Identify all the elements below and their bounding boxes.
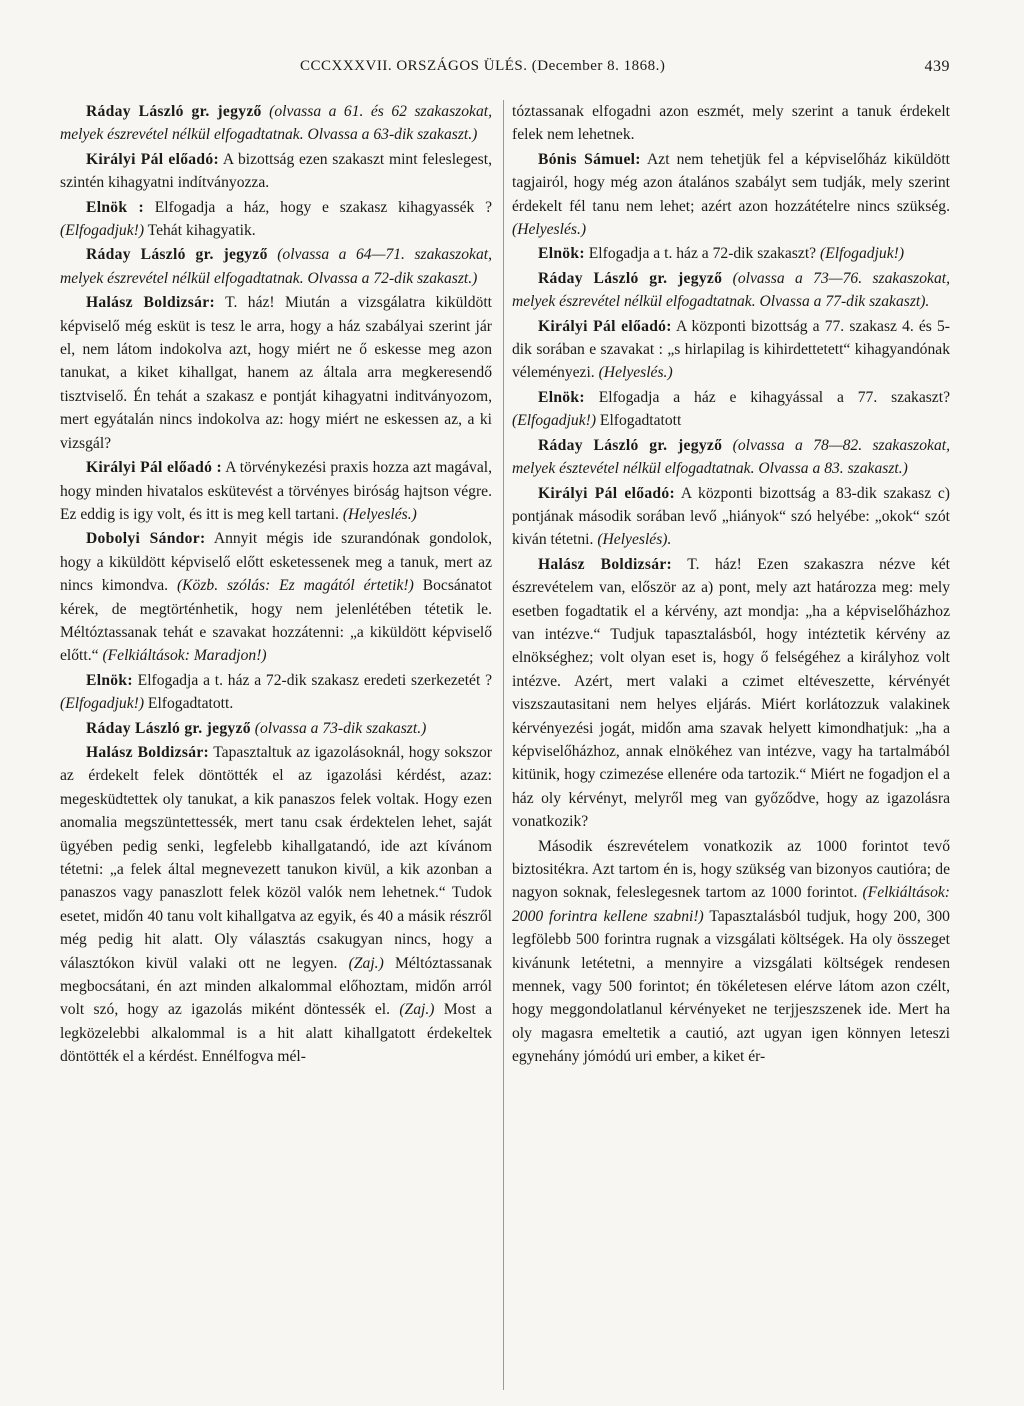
paragraph: [60, 669, 492, 716]
stage-direction: (Elfogadjuk!): [60, 222, 145, 240]
stage-direction: (Helyeslés.): [512, 221, 587, 239]
paragraph: [512, 386, 950, 433]
paragraph: [60, 527, 492, 667]
page-number: 439: [924, 58, 950, 75]
stage-direction: (Helyeslés.): [598, 364, 673, 382]
paragraph-text: A központi bizottság a 83-dik szakasz c) pontjának második sorában levő „hiányok“ szó helyébe: „okok“ szót kiván tétetni.: [512, 484, 950, 549]
speaker-name: Bónis Sámuel:: [538, 150, 641, 168]
right-column: [512, 100, 950, 1070]
stage-direction: (olvassa a 61. és 62 szakaszokat, melyek észrevétel nélkül elfogadtatnak. Olvassa a 63-dik szakaszt.): [60, 103, 492, 144]
running-header: [60, 58, 950, 88]
paragraph: [60, 243, 492, 290]
stage-direction: (olvassa a 73-dik szakaszt.): [254, 719, 427, 737]
paragraph-text: Elfogadja a ház e kihagyással a 77. szakaszt?: [598, 388, 950, 406]
paragraph-text: Most a legközelebbi alkalommal is a hit alatt kihallgatott érdekeltek döntötték el a kérdést. Ennélfogva mél-: [60, 1001, 492, 1066]
paragraph-text: Elfogadja a t. ház a 72-dik szakaszt?: [588, 245, 817, 263]
paragraph: [512, 434, 950, 481]
paragraph: [512, 553, 950, 834]
paragraph-text: Tapasztaltuk az igazolásoknál, hogy sokszor az érdekelt felek döntötték el az igazolási kérdést, azaz: megesküdtettek oly tanukat, a kik panaszos felek voltak. Hogy ezen anomalia megszüntettessék, mert tanu csak érdektelen lehet, saját ügyében pedig senki, legfelebb kihallgatandó, ide azt kívánom tétetni: „a felek által megnevezett tanukon kivül, a kik azonban a panaszos vagy panaszlott felek közöl valók nem lehetnek.“ Tudok esetet, midőn 40 tanu volt kihallgatva az egyik, és 40 a másik részről még pedig hit alatt. Oly választás csakugyan nincs, hogy a választókon kivül valaki ott ne legyen.: [60, 743, 492, 972]
paragraph: [60, 100, 492, 147]
speaker-name: Királyi Pál előadó:: [538, 317, 672, 335]
speaker-name: Elnök:: [538, 388, 585, 406]
stage-direction: (Elfogadjuk!): [512, 412, 597, 430]
stage-direction: (Felkiáltások: 2000 forintra kellene szabni!): [512, 884, 950, 925]
speaker-name: Királyi Pál előadó:: [538, 484, 675, 502]
paragraph: [60, 741, 492, 1069]
stage-direction: (Zaj.): [399, 1001, 435, 1019]
paragraph: [512, 242, 950, 265]
speaker-name: Királyi Pál előadó:: [86, 150, 219, 168]
paragraph: [512, 267, 950, 314]
stage-direction: (olvassa a 73—76. szakaszokat, melyek észrevétel nélkül elfogadtatnak. Olvassa a 77-dik szakaszt).: [512, 269, 950, 311]
stage-direction: (Felkiáltások: Maradjon!): [102, 647, 267, 665]
paragraph-text: Tapasztalásból tudjuk, hogy 200, 300 legfölebb 500 forintra rugnak a vizsgálati költségek. Ha oly összeget kivánunk letétetni, a mennyire a vizsgálati költségek rendesen mennek, vagy 500 forintot; én tökéletesen elérve látom azon czélt, hogy meggondolatlanul kérvényeket ne terjjeszszenek ide. Mert ha oly magasra emeltetik a cautió, azt ugyan igen könnyen leteszi egynehány jómódú uri ember, a kiket ér-: [512, 907, 950, 1066]
speaker-name: Elnök :: [86, 198, 144, 216]
paragraph-text: Tehát kihagyatik.: [147, 222, 256, 240]
speaker-name: Halász Boldizsár:: [86, 294, 215, 312]
paragraph-text: Elfogadja a t. ház a 72-dik szakasz eredeti szerkezetét ?: [137, 671, 492, 689]
paragraph-text: Elfogadtatott.: [147, 695, 234, 713]
speaker-name: Halász Boldizsár:: [86, 743, 210, 761]
paragraph-text: tóztassanak elfogadni azon eszmét, mely szerint a tanuk érdekelt felek nem lehetnek.: [512, 103, 950, 144]
paragraph: [60, 717, 492, 740]
paragraph-text: A bizottság ezen szakaszt mint feleslegest, szintén kihagyatni indítványozza.: [60, 150, 492, 192]
paragraph-text: Bocsánatot kérek, de megtörténhetik, hogy nem jelenlétében tétetik le. Méltóztassanak tehát e szavakat hozzátenni: „a kiküldött képviselő előtt.“: [60, 577, 492, 665]
speaker-name: Ráday László gr. jegyző: [86, 103, 262, 120]
stage-direction: (Elfogadjuk!): [60, 695, 145, 713]
speaker-name: Ráday László gr. jegyző: [86, 719, 251, 737]
stage-direction: (olvassa a 64—71. szakaszokat, melyek észrevétel nélkül elfogadtatnak. Olvassa a 72-dik szakaszt.): [60, 246, 492, 287]
paragraph-text: Annyit mégis ide szurandónak gondolok, hogy a kiküldött képviselő előtt esketessenek meg a tanuk, mert az nincs kimondva.: [60, 530, 492, 595]
paragraph-text: A központi bizottság a 77. szakasz 4. és 5-dik sorában e szavakat : „s hirlapilag is kihirdettetett“ kihagyandónak véleményezi.: [512, 317, 950, 382]
header-title: CCCXXXVII. ORSZÁGOS ÜLÉS. (December 8. 1868.): [300, 58, 666, 74]
paragraph: [60, 196, 492, 243]
paragraph-text: A törvénykezési praxis hozza azt magával, hogy minden hivatalos eskütevést a törvényes biróság hajtson végre. Ez eddig is igy volt, és itt is meg kell tartani.: [60, 459, 492, 523]
paragraph: [512, 100, 950, 147]
stage-direction: (Közb. szólás: Ez magától értetik!): [176, 577, 414, 595]
stage-direction: (Helyeslés).: [597, 531, 672, 549]
stage-direction: (Elfogadjuk!): [820, 245, 905, 263]
column-divider: [503, 100, 504, 1390]
paragraph: [60, 148, 492, 195]
left-column: [60, 100, 492, 1070]
speaker-name: Ráday László gr. jegyző: [538, 269, 723, 287]
paragraph: [60, 291, 492, 455]
paragraph: [512, 315, 950, 385]
stage-direction: (Helyeslés.): [342, 505, 417, 523]
paragraph: [512, 482, 950, 552]
paragraph-text: Azt nem tehetjük fel a képviselőház kiküldött tagjairól, hogy még azon átalános szabályt sem tudják, mely szerint érdekelt fél tanu nem lehet; azért azon hozzátételre nincs szükség.: [512, 150, 950, 215]
paragraph-text: Elfogadja a ház, hogy e szakasz kihagyassék ?: [154, 198, 492, 216]
paragraph-text: T. ház! Miután a vizsgálatra kiküldött képviselő még esküt is tesz le arra, hogy a ház szabályai szerint jár el, nem látom indokolva azt, hogy miért ne ő eskesse meg azon tanukat, a kiket kihallgat, hanem az általa arra megkeresendő tisztviselő. Én tehát a szakasz e pontját kihagyatni inditványozom, mert egyátalán nincs indokolva az: hogy miért ne eskessen az, a ki vizsgál?: [60, 294, 492, 452]
paragraph-text: T. ház! Ezen szakaszra nézve két észrevételem van, először az a) pont, mely azt határozza meg: mely esetben fogadtatik el a kérvény, azt mondja: „ha a képviselőházhoz van intézve.“ Tudjuk tapasztalásból, hogy intéztetik kérvény az elnökséghez; volt olyan eset is, hogy ő felségéhez a királyhoz volt intézve. Azért, mert valaki a czimet eltéveszette, kérvényét viszszautasitani nem helyes eljárás. Miért korlátozzuk valakinek kérvényezési jogát, midőn ama szavak helyett kimondhatjuk: „ha a képviselőházhoz, annak elnökéhez van intézve, vagy ha tartalmából kitünik, hogy czimezése ellenére oda tartozik.“ Miért ne fogadjon el a ház oly kérvényt, melyről meg van győződve, hogy az igazolásra vonatkozik?: [512, 555, 950, 831]
paragraph: [512, 148, 950, 242]
speaker-name: Dobolyi Sándor:: [86, 530, 206, 548]
speaker-name: Királyi Pál előadó :: [86, 459, 223, 477]
speaker-name: Elnök:: [538, 245, 585, 263]
speaker-name: Ráday László gr. jegyző: [86, 246, 268, 264]
speaker-name: Ráday László gr. jegyző: [538, 436, 723, 454]
stage-direction: (Zaj.): [348, 954, 384, 972]
speaker-name: Elnök:: [86, 671, 133, 689]
paragraph-text: Méltóztassanak megbocsátani, én azt minden alkalommal előhoztam, midőn arról volt szó, hogy az igazolás miként döntessék el.: [60, 954, 492, 1019]
paragraph: [512, 835, 950, 1069]
stage-direction: (olvassa a 78—82. szakaszokat, melyek észtevétel nélkül elfogadtatnak. Olvassa a 83. szakaszt.): [512, 436, 950, 478]
paragraph: [60, 456, 492, 526]
speaker-name: Halász Boldizsár:: [538, 555, 673, 573]
paragraph-text: Elfogadtatott: [599, 412, 682, 430]
paragraph-text: Második észrevételem vonatkozik az 1000 forintot tevő biztositékra. Azt tartom én is, hogy szükség van bizonyos cautióra; de nagyon soknak, feleslegesnek tartom az 1000 forintot.: [512, 837, 950, 902]
